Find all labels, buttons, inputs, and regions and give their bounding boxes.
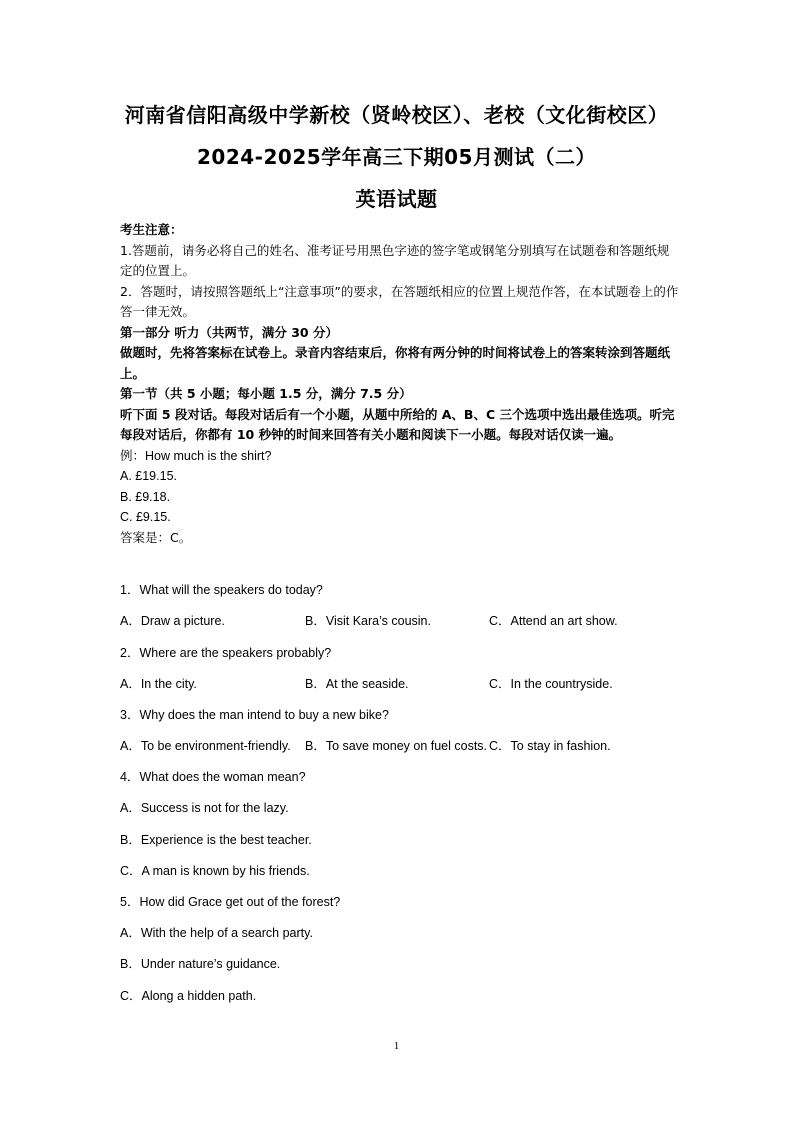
exam-session-title: 2024-2025学年高三下期05月测试（二） — [197, 145, 596, 169]
q5-option-b: B．Under nature’s guidance. — [120, 957, 281, 971]
q4-option-c: C．A man is known by his friends. — [120, 864, 310, 878]
notice-item-1: 1.答题前，请务必将自己的姓名、准考证号用黑色字迹的签字笔或钢笔分别填写在试题卷和答题纸规定的位置上。 — [120, 242, 670, 278]
q4-option-a: A．Success is not for the lazy. — [120, 801, 289, 815]
notice-item-2: 2．答题时，请按照答题纸上“注意事项”的要求，在答题纸相应的位置上规范作答，在本试题卷上的作答一律无效。 — [120, 283, 679, 319]
notice-heading: 考生注意： — [120, 222, 183, 237]
example-option-b: B. £9.18. — [120, 489, 171, 504]
q2-option-c: C．In the countryside. — [489, 677, 613, 691]
q1-option-b: B．Visit Kara’s cousin. — [305, 614, 431, 628]
question-1: 1．What will the speakers do today? — [120, 583, 323, 597]
q3-option-b: B．To save money on fuel costs. — [305, 739, 488, 753]
question-3: 3．Why does the man intend to buy a new bike? — [120, 708, 389, 722]
school-title: 河南省信阳高级中学新校（贤岭校区）、老校（文化街校区） — [124, 103, 669, 127]
section1-heading: 第一节（共 5 小题；每小题 1.5 分，满分 7.5 分） — [120, 386, 412, 401]
part1-instruction: 做题时，先将答案标在试卷上。录音内容结束后，你将有两分钟的时间将试卷上的答案转涂到答题纸上。 — [120, 345, 671, 381]
example-answer: 答案是：C。 — [120, 529, 192, 545]
q2-option-b: B．At the seaside. — [305, 677, 409, 691]
subject-title: 英语试题 — [355, 187, 438, 211]
part1-heading: 第一部分 听力（共两节，满分 30 分） — [120, 324, 338, 340]
q1-option-a: A．Draw a picture. — [120, 614, 225, 628]
q3-option-a: A．To be environment-friendly. — [120, 739, 291, 753]
example-option-a: A. £19.15. — [120, 469, 177, 483]
instructions-block — [120, 220, 680, 548]
q2-option-a: A．In the city. — [120, 677, 197, 691]
q3-option-c: C．To stay in fashion. — [489, 739, 611, 753]
question-2: 2．Where are the speakers probably? — [120, 646, 332, 660]
question-5: 5．How did Grace get out of the forest? — [120, 895, 341, 909]
section1-instruction: 听下面 5 段对话。每段对话后有一个小题，从题中所给的 A、B、C 三个选项中选出最佳选项。听完每段对话后，你都有 10 秒钟的时间来回答有关小题和阅读下一小题。每段对话仅读一遍。 — [120, 406, 675, 442]
page-number: 1 — [393, 1040, 400, 1052]
question-4: 4．What does the woman mean? — [120, 770, 306, 784]
example-option-c: C. £9.15. — [120, 510, 171, 524]
q4-option-b: B．Experience is the best teacher. — [120, 833, 312, 847]
q5-option-a: A．With the help of a search party. — [120, 926, 313, 940]
q1-option-c: C．Attend an art show. — [489, 614, 618, 628]
example-question: 例：How much is the shirt? — [120, 448, 272, 463]
q5-option-c: C．Along a hidden path. — [120, 989, 257, 1003]
